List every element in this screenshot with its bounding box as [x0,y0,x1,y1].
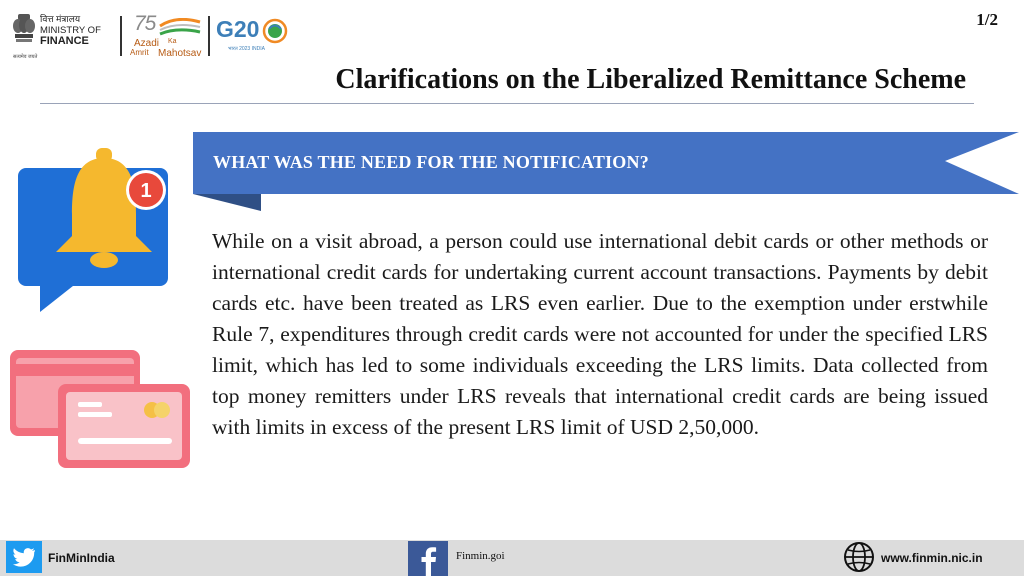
facebook-icon[interactable] [408,541,448,576]
ka-word: Ka [168,38,177,45]
ministry-hindi: वित्त मंत्रालय [40,14,81,24]
header-divider [120,16,122,56]
emblem-icon [12,12,36,52]
amrit-word: Amrit [130,48,149,57]
twitter-icon[interactable] [6,541,42,573]
ministry-line1: MINISTRY OF [40,25,101,36]
globe-icon[interactable] [843,541,875,573]
emblem-caption: सत्यमेव जयते [13,54,38,60]
ministry-line2: FINANCE [40,35,89,47]
page-number: 1/2 [976,10,998,29]
notification-badge [126,170,166,210]
azadi-word: Azadi [134,38,160,49]
facebook-handle[interactable]: Finmin.goi [456,550,505,562]
ministry-of-finance-logo [10,10,120,58]
credit-card-icon [10,350,190,470]
title-divider [40,103,974,104]
azadi-ka-amrit-mahotsav-logo [128,14,206,58]
g20-lotus-icon [262,18,288,44]
twitter-handle[interactable]: FinMinIndia [48,551,115,565]
section-body: While on a visit abroad, a person could use international debit cards or other methods or international credit cards for undertaking current account transactions. Payments by debit cards etc. have been treated as LRS even earlier. Due to the exemption under erstwhile Rule 7, expenditures through credit cards were not accounted for under the specified LRS limit, which has led to some individuals exceeding the LRS limits. Data collected from top money remitters under LRS reveals that international credit cards are being issued with limits in excess of the present LRS limit of USD 2,50,000. [212,229,988,439]
notification-illustration [18,144,188,314]
section-heading: WHAT WAS THE NEED FOR THE NOTIFICATION? [213,152,649,172]
badge-count: 1 [140,180,152,202]
azadi-number: 75 [134,12,156,35]
g20-tagline: भारत 2023 INDIA [228,46,265,52]
g20-label: G20 [216,16,260,42]
tricolor-flag-icon [158,18,202,38]
g20-logo [214,18,294,58]
header-divider-2 [208,16,210,56]
website-link[interactable]: www.finmin.nic.in [881,551,983,565]
page-title: Clarifications on the Liberalized Remittance Scheme [335,64,966,95]
mahotsav-word: Mahotsav [158,48,202,59]
